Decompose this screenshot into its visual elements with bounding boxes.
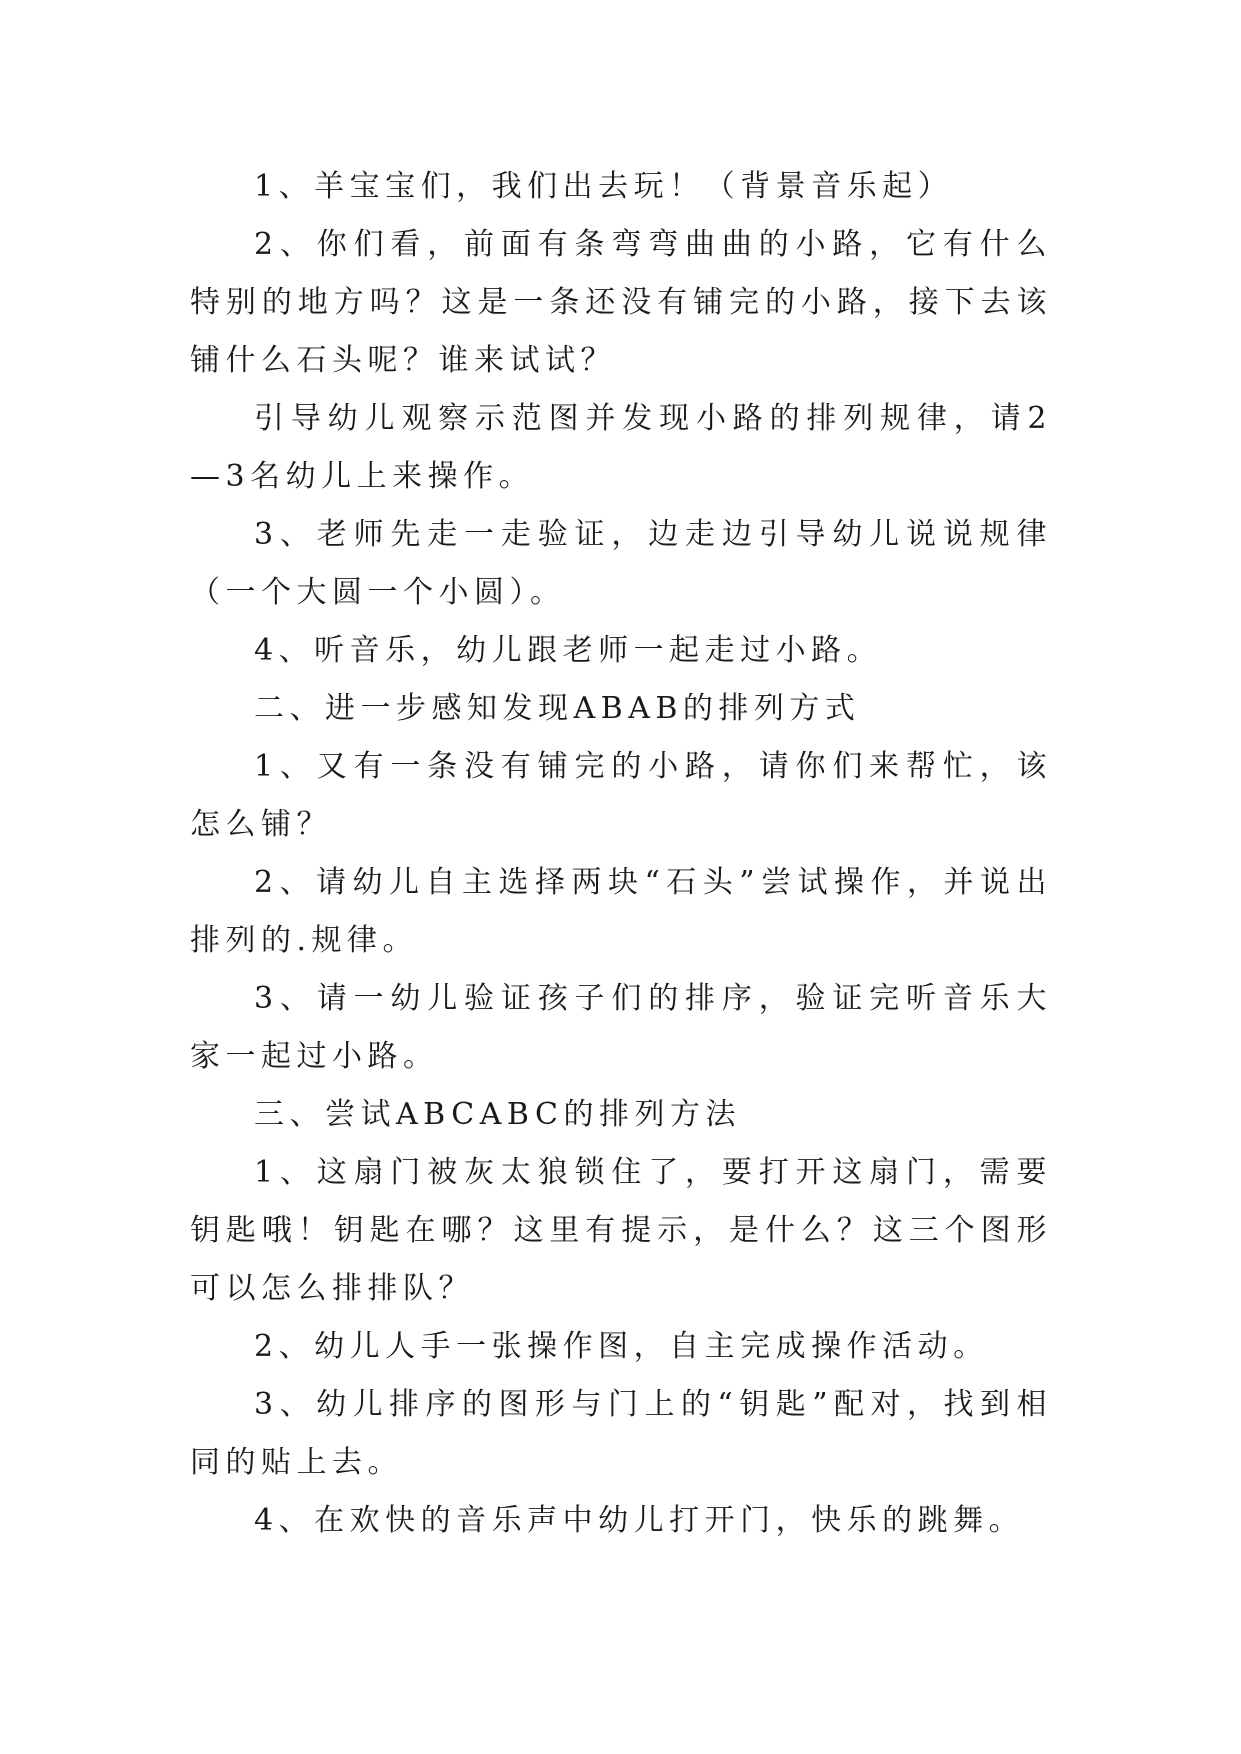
paragraph: 3、老师先走一走验证，边走边引导幼儿说说规律（一个大圆一个小圆）。 [190,517,1052,610]
paragraph: 2、幼儿人手一张操作图，自主完成操作活动。 [254,1329,989,1364]
paragraph: 1、羊宝宝们，我们出去玩！（背景音乐起） [254,169,954,204]
paragraph: 引导幼儿观察示范图并发现小路的排列规律，请2—3名幼儿上来操作。 [190,401,1052,494]
document-body [190,158,1052,1550]
paragraph: 4、听音乐，幼儿跟老师一起走过小路。 [254,633,883,668]
paragraph: 3、请一幼儿验证孩子们的排序，验证完听音乐大家一起过小路。 [190,981,1052,1074]
paragraph: 1、又有一条没有铺完的小路，请你们来帮忙，该怎么铺？ [190,749,1052,842]
section-heading: 三、尝试ABCABC的排列方法 [254,1097,741,1132]
paragraph: 2、请幼儿自主选择两块“石头”尝试操作，并说出排列的.规律。 [190,865,1052,958]
paragraph: 1、这扇门被灰太狼锁住了，要打开这扇门，需要钥匙哦！钥匙在哪？这里有提示，是什么？这三个图形可以怎么排排队？ [190,1155,1052,1306]
paragraph: 4、在欢快的音乐声中幼儿打开门，快乐的跳舞。 [254,1503,1025,1538]
paragraph: 2、你们看，前面有条弯弯曲曲的小路，它有什么特别的地方吗？这是一条还没有铺完的小路，接下去该铺什么石头呢？谁来试试？ [190,227,1052,378]
section-heading: 二、进一步感知发现ABAB的排列方式 [254,691,861,726]
paragraph: 3、幼儿排序的图形与门上的“钥匙”配对，找到相同的贴上去。 [190,1387,1052,1480]
